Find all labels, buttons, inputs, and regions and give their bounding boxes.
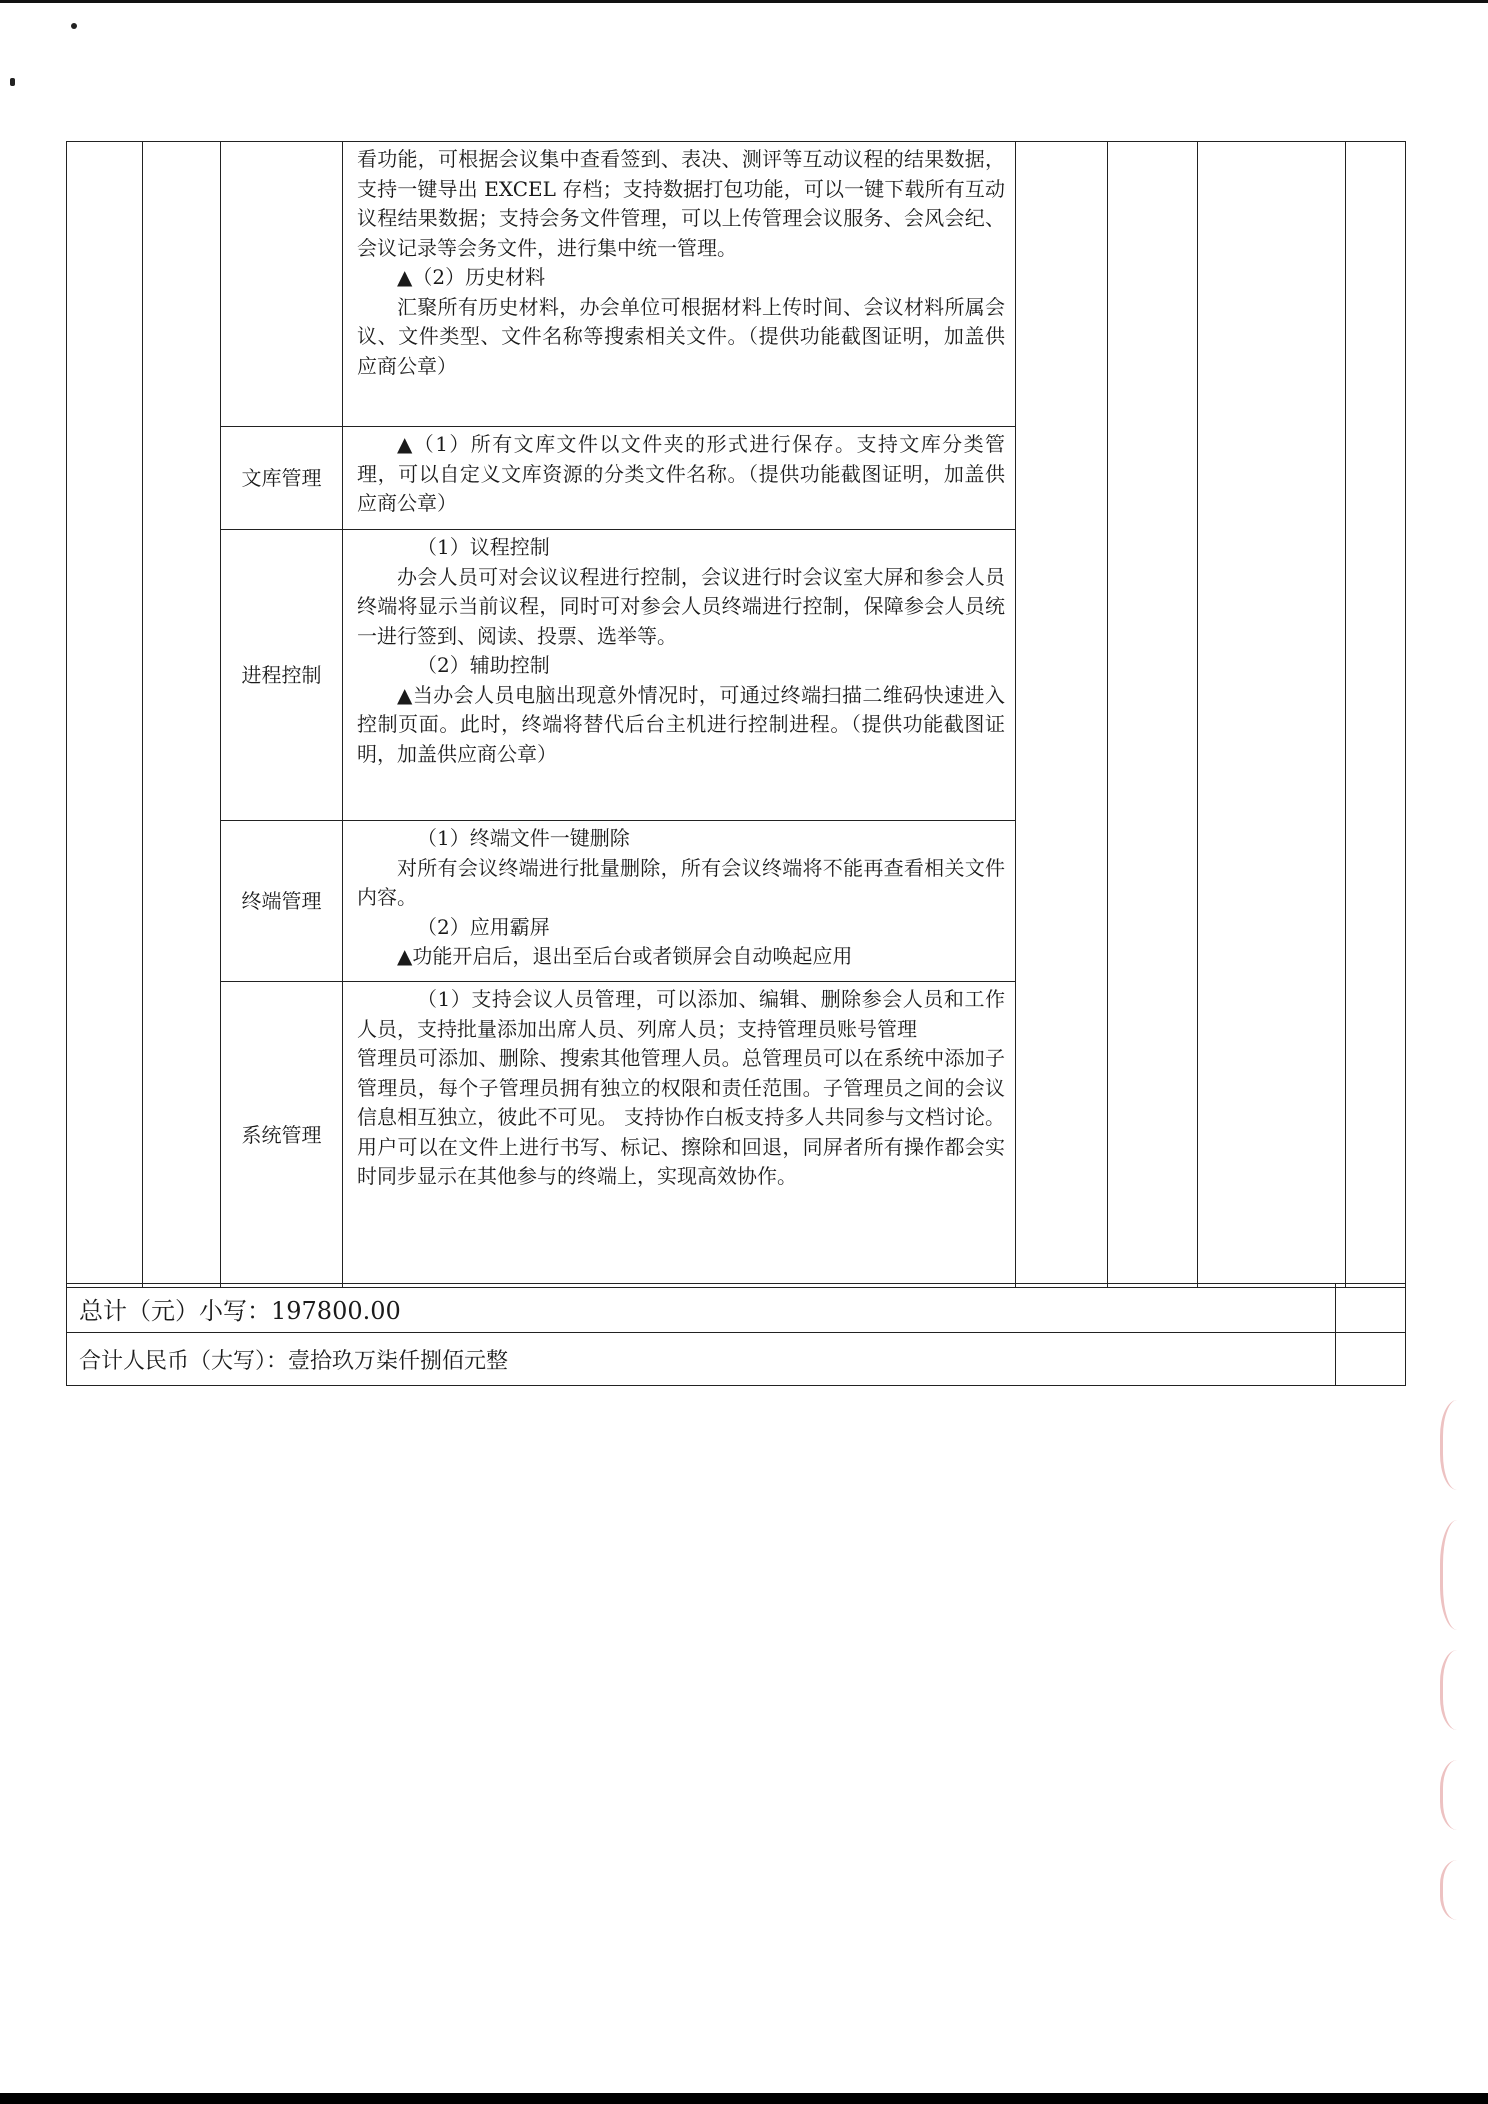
scan-edge-top bbox=[0, 0, 1488, 3]
description-paragraph: 办会人员可对会议议程进行控制，会议进行时会议室大屏和参会人员终端将显示当前议程，同时可对参会人员终端进行控制，保障参会人员统一进行签到、阅读、投票、选举等。 bbox=[357, 564, 1005, 648]
category-label: 系统管理 bbox=[241, 1122, 322, 1147]
description-paragraph: 管理员可添加、删除、搜索其他管理人员。总管理员可以在系统中添加子管理员，每个子管理员拥有独立的权限和责任范围。子管理员之间的会议信息相互独立，彼此不可见。 支持协作白板支持多人共同参与文档讨论。用户可以在文件上进行书写、标记、擦除和回退，同屏者所有操作都会实时同步显示在其他参与的终端上，实现高效协作。 bbox=[357, 1046, 1005, 1188]
category-label: 文库管理 bbox=[241, 466, 322, 490]
stamp-mark bbox=[1440, 1860, 1483, 1920]
total-big-label: 合计人民币（大写）： bbox=[79, 1348, 289, 1374]
category-cell bbox=[221, 530, 343, 821]
category-cell bbox=[221, 427, 343, 530]
description-paragraph: ▲功能开启后，退出至后台或者锁屏会自动唤起应用 bbox=[397, 944, 853, 968]
total-small-label: 总计（元）小写： bbox=[79, 1296, 271, 1325]
description-cell bbox=[343, 982, 1016, 1288]
scan-mark bbox=[10, 78, 15, 86]
description-paragraph: ▲（1）所有文库文件以文件夹的形式进行保存。支持文库分类管理，可以自定义文库资源的分类文件名称。（提供功能截图证明，加盖供应商公章） bbox=[357, 432, 1005, 515]
description-cell bbox=[343, 530, 1016, 821]
description-paragraph: ▲（2）历史材料 bbox=[397, 265, 546, 289]
table-row bbox=[67, 142, 1406, 427]
blank-cell bbox=[143, 142, 221, 1288]
spec-table bbox=[66, 141, 1406, 1288]
stamp-mark bbox=[1440, 1400, 1483, 1490]
blank-cell bbox=[1108, 142, 1198, 1288]
table-row bbox=[67, 1284, 1406, 1333]
total-big-cell bbox=[67, 1333, 1336, 1386]
blank-cell bbox=[1336, 1333, 1406, 1386]
description-paragraph: 汇聚所有历史材料，办会单位可根据材料上传时间、会议材料所属会议、文件类型、文件名称等搜索相关文件。（提供功能截图证明，加盖供应商公章） bbox=[357, 294, 1005, 378]
description-paragraph: （2）辅助控制 bbox=[417, 653, 550, 677]
stamp-mark bbox=[1440, 1760, 1483, 1830]
category-label: 终端管理 bbox=[241, 889, 322, 913]
description-paragraph: 看功能，可根据会议集中查看签到、表决、测评等互动议程的结果数据，支持一键导出 EXCEL 存档；支持数据打包功能，可以一键下载所有互动议程结果数据；支持会务文件管理，可以上传管理会议服务、会风会纪、会议记录等会务文件，进行集中统一管理。 bbox=[357, 147, 1005, 260]
stamp-mark bbox=[1440, 1650, 1483, 1730]
category-cell bbox=[221, 982, 343, 1288]
description-cell bbox=[343, 142, 1016, 427]
description-paragraph: ▲当办会人员电脑出现意外情况时，可通过终端扫描二维码快速进入控制页面。此时，终端将替代后台主机进行控制进程。（提供功能截图证明，加盖供应商公章） bbox=[357, 682, 1005, 766]
total-small-cell bbox=[67, 1284, 1336, 1333]
scan-mark bbox=[71, 23, 77, 29]
blank-cell bbox=[1346, 142, 1406, 1288]
description-paragraph: 对所有会议终端进行批量删除，所有会议终端将不能再查看相关文件内容。 bbox=[357, 855, 1005, 909]
blank-cell bbox=[1016, 142, 1108, 1288]
blank-cell bbox=[1198, 142, 1346, 1288]
table-row bbox=[67, 1333, 1406, 1386]
totals-table bbox=[66, 1283, 1406, 1386]
total-big-value: 壹拾玖万柒仟捌佰元整 bbox=[288, 1348, 509, 1374]
description-paragraph: （1）支持会议人员管理，可以添加、编辑、删除参会人员和工作人员，支持批量添加出席人员、列席人员；支持管理员账号管理 bbox=[357, 987, 1005, 1041]
scan-edge-bottom bbox=[0, 2093, 1488, 2104]
description-paragraph: （2）应用霸屏 bbox=[417, 914, 550, 939]
description-cell bbox=[343, 427, 1016, 530]
category-cell bbox=[221, 821, 343, 982]
blank-cell bbox=[67, 142, 143, 1288]
description-paragraph: （1）议程控制 bbox=[417, 535, 550, 559]
blank-cell bbox=[1336, 1284, 1406, 1333]
category-cell bbox=[221, 142, 343, 427]
total-small-value: 197800.00 bbox=[271, 1296, 401, 1325]
stamp-mark bbox=[1440, 1520, 1483, 1630]
description-cell bbox=[343, 821, 1016, 982]
description-paragraph: （1）终端文件一键删除 bbox=[417, 826, 630, 850]
category-label: 进程控制 bbox=[241, 663, 322, 687]
